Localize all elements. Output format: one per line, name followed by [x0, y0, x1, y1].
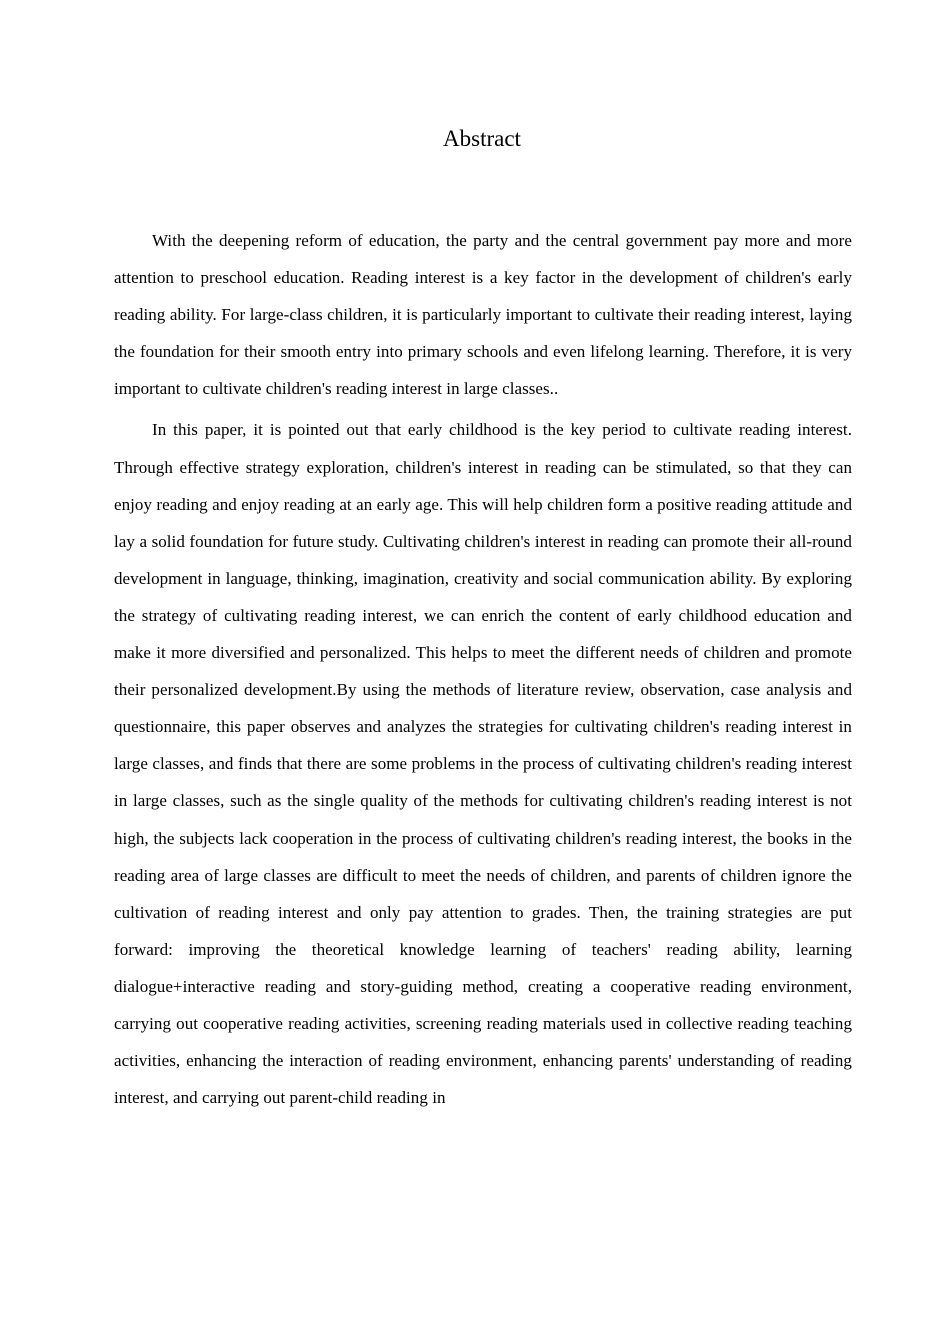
abstract-paragraph-1: With the deepening reform of education, the party and the central government pay more and more attention to preschool education. Reading interest is a key factor in the development of children's early reading ability. For large-class children, it is particularly important to cultivate their reading interest, laying the foundation for their smooth entry into primary schools and even lifelong learning. Therefore, it is very important to cultivate children's reading interest in large classes.. — [114, 231, 852, 399]
abstract-body — [114, 222, 852, 1120]
abstract-title: Abstract — [443, 126, 521, 151]
abstract-paragraph-2: In this paper, it is pointed out that early childhood is the key period to cultivate reading interest. Through effective strategy exploration, children's interest in reading can be stimulated, so that they can enjoy reading and enjoy reading at an early age. This will help children form a positive reading attitude and lay a solid foundation for future study. Cultivating children's interest in reading can promote their all-round development in language, thinking, imagination, creativity and social communication ability. By exploring the strategy of cultivating reading interest, we can enrich the content of early childhood education and make it more diversified and personalized. This helps to meet the different needs of children and promote their personalized development.By using the methods of literature review, observation, case analysis and questionnaire, this paper observes and analyzes the strategies for cultivating children's reading interest in large classes, and finds that there are some problems in the process of cultivating children's reading interest in large classes, such as the single quality of the methods for cultivating children's reading interest is not high, the subjects lack cooperation in the process of cultivating children's reading interest, the books in the reading area of large classes are difficult to meet the needs of children, and parents of children ignore the cultivation of reading interest and only pay attention to grades. Then, the training strategies are put forward: improving the theoretical knowledge learning of teachers' reading ability, learning dialogue+interactive reading and story-guiding method, creating a cooperative reading environment, carrying out cooperative reading activities, screening reading materials used in collective reading teaching activities, enhancing the interaction of reading environment, enhancing parents' understanding of reading interest, and carrying out parent-child reading in — [114, 420, 852, 1108]
